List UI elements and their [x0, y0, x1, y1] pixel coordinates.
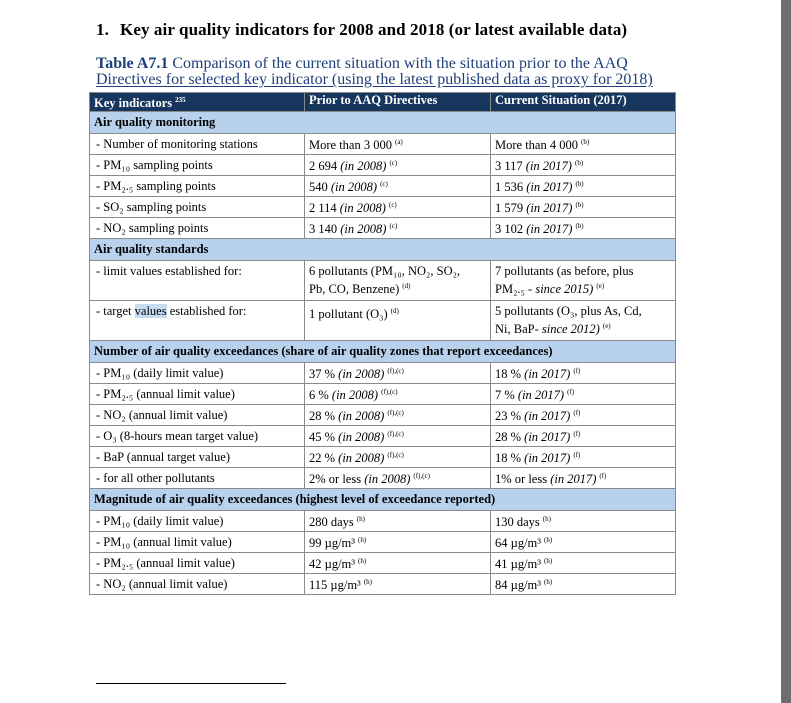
section-number: 1.: [96, 20, 109, 39]
footnote-ref: (h): [544, 536, 553, 545]
prior-value: 280 days $^{(h)}$: [305, 511, 491, 532]
footnote-ref: (h): [358, 536, 367, 545]
footnote-ref: (f),(c): [387, 409, 404, 418]
table-row: [90, 468, 676, 489]
prior-value: 3 140 (in 2008) $^{(c)}$: [305, 218, 491, 239]
table-row: [90, 261, 676, 301]
indicator-label: - BaP (annual target value): [90, 447, 305, 468]
indicator-label: - PM₁₀ sampling points: [90, 155, 305, 176]
current-value: 64 µg/m³ $^{(h)}$: [491, 532, 676, 553]
current-value: 18 % (in 2017) $^{(f)}$: [491, 447, 676, 468]
footnote-ref: (c): [380, 180, 388, 189]
window-edge-bar: [781, 0, 791, 703]
prior-value: 37 % (in 2008) $^{(f),(c)}$: [305, 363, 491, 384]
section-exceedances: Number of air quality exceedances (share of air quality zones that report exceedances): [90, 341, 676, 363]
prior-value: 99 µg/m³ $^{(h)}$: [305, 532, 491, 553]
current-value: 3 117 (in 2017) $^{(b)}$: [491, 155, 676, 176]
header-current: Current Situation (2017): [491, 93, 676, 112]
current-value: 7 pollutants (as before, plus PM₂.₅ - since 2015) $^{(e)}$: [491, 261, 676, 301]
footnote-ref: (h): [542, 515, 551, 524]
section-row: [90, 489, 676, 511]
table-label: Table A7.1: [96, 55, 169, 72]
exceedance-rows: [90, 363, 676, 489]
indicator-label: - NO₂ (annual limit value): [90, 405, 305, 426]
prior-value: 2 114 (in 2008) $^{(c)}$: [305, 197, 491, 218]
footnote-ref: (f),(c): [413, 472, 430, 481]
current-value: More than 4 000 $^{(b)}$: [491, 134, 676, 155]
indicator-label: - O₃ (8-hours mean target value): [90, 426, 305, 447]
table-row: [90, 532, 676, 553]
table-row: [90, 426, 676, 447]
table-row: [90, 218, 676, 239]
footnote-ref: (h): [358, 557, 367, 566]
table-header-row: [90, 93, 676, 112]
table-row: [90, 574, 676, 595]
indicator-label: - PM₁₀ (daily limit value): [90, 363, 305, 384]
indicator-label: - NO₂ (annual limit value): [90, 574, 305, 595]
table-row: [90, 155, 676, 176]
footnote-ref: (h): [544, 578, 553, 587]
footnote-ref: (b): [574, 159, 584, 168]
footnote-ref: (f),(c): [381, 388, 398, 397]
table-row: [90, 176, 676, 197]
header-footnote-ref: 235: [175, 96, 186, 104]
indicator-label: - PM₁₀ (daily limit value): [90, 511, 305, 532]
footnote-ref: (c): [389, 222, 398, 231]
current-value: 130 days $^{(h)}$: [491, 511, 676, 532]
highlighted-word: values: [134, 304, 167, 319]
prior-value: 6 % (in 2008) $^{(f),(c)}$: [305, 384, 491, 405]
current-value: 3 102 (in 2017) $^{(b)}$: [491, 218, 676, 239]
indicator-label: - target values established for:: [90, 301, 305, 341]
footnote-ref: (b): [575, 201, 584, 210]
table-row: [90, 301, 676, 341]
indicator-label: - limit values established for:: [90, 261, 305, 301]
table-row: [90, 511, 676, 532]
prior-value: 45 % (in 2008) $^{(f),(c)}$: [305, 426, 491, 447]
footnote-ref: (f): [573, 430, 581, 439]
prior-value: 2 694 (in 2008) $^{(c)}$: [305, 155, 491, 176]
prior-value: 540 (in 2008) $^{(c)}$: [305, 176, 491, 197]
footnote-ref: (f),(c): [387, 451, 404, 460]
current-value: 1 579 (in 2017) $^{(b)}$: [491, 197, 676, 218]
footnote-ref: (f): [599, 472, 607, 481]
indicator-label: - PM₂.₅ sampling points: [90, 176, 305, 197]
table-row: [90, 384, 676, 405]
current-value: 7 % (in 2017) $^{(f)}$: [491, 384, 676, 405]
footnote-ref: (f): [573, 409, 581, 418]
current-value: 1% or less (in 2017) $^{(f)}$: [491, 468, 676, 489]
table-row: [90, 553, 676, 574]
section-heading: [96, 20, 627, 40]
table-row: [90, 197, 676, 218]
header-prior: Prior to AAQ Directives: [305, 93, 491, 112]
footnote-ref: (b): [575, 222, 584, 231]
footnote-ref: (b): [575, 180, 584, 189]
section-magnitude: Magnitude of air quality exceedances (highest level of exceedance reported): [90, 489, 676, 511]
indicator-label: - PM₂.₅ (annual limit value): [90, 384, 305, 405]
table-row: [90, 405, 676, 426]
indicator-label: - NO₂ sampling points: [90, 218, 305, 239]
indicator-label: - for all other pollutants: [90, 468, 305, 489]
prior-value: 115 µg/m³ $^{(h)}$: [305, 574, 491, 595]
table-row: [90, 134, 676, 155]
caption-line-2: Directives for selected key indicator (using the latest published data as proxy for 2018): [96, 71, 653, 88]
footnote-ref: (c): [388, 201, 397, 210]
header-key-indicators: Key indicators $^{235}$: [90, 93, 305, 112]
caption-line-1: Comparison of the current situation with the situation prior to the AAQ: [168, 55, 628, 72]
section-monitoring: Air quality monitoring: [90, 112, 676, 134]
prior-value: 42 µg/m³ $^{(h)}$: [305, 553, 491, 574]
section-row: [90, 341, 676, 363]
table-row: [90, 447, 676, 468]
prior-value: 28 % (in 2008) $^{(f),(c)}$: [305, 405, 491, 426]
footnote-ref: (f): [567, 388, 575, 397]
current-value: 1 536 (in 2017) $^{(b)}$: [491, 176, 676, 197]
table-row: [90, 363, 676, 384]
footnote-ref: (c): [389, 159, 398, 168]
footnote-separator: [96, 683, 286, 684]
footnote-ref: (h): [363, 578, 372, 587]
monitoring-rows: [90, 134, 676, 239]
prior-value: 1 pollutant (O₃) $^{(d)}$: [305, 301, 491, 341]
current-value: 84 µg/m³ $^{(h)}$: [491, 574, 676, 595]
footnote-ref: (f): [573, 451, 581, 460]
table-caption: [96, 56, 676, 88]
indicators-table: [89, 92, 676, 595]
section-row: [90, 239, 676, 261]
footnote-ref: (b): [580, 138, 590, 147]
indicator-label: - PM₂.₅ (annual limit value): [90, 553, 305, 574]
prior-value: 6 pollutants (PM₁₀, NO₂, SO₂, Pb, CO, Benzene) $^{(d)}$: [305, 261, 491, 301]
current-value: 23 % (in 2017) $^{(f)}$: [491, 405, 676, 426]
current-value: 41 µg/m³ $^{(h)}$: [491, 553, 676, 574]
current-value: 18 % (in 2017) $^{(f)}$: [491, 363, 676, 384]
prior-value: 2% or less (in 2008) $^{(f),(c)}$: [305, 468, 491, 489]
indicator-label: - Number of monitoring stations: [90, 134, 305, 155]
footnote-ref: (f): [573, 367, 581, 376]
current-value: 5 pollutants (O₃, plus As, Cd, Ni, BaP- since 2012) $^{(e)}$: [491, 301, 676, 341]
footnote-ref: (h): [356, 515, 365, 524]
prior-value: 22 % (in 2008) $^{(f),(c)}$: [305, 447, 491, 468]
section-standards: Air quality standards: [90, 239, 676, 261]
prior-value: More than 3 000 $^{(a)}$: [305, 134, 491, 155]
section-row: [90, 112, 676, 134]
indicator-label: - PM₁₀ (annual limit value): [90, 532, 305, 553]
section-title: Key air quality indicators for 2008 and 2018 (or latest available data): [120, 20, 628, 39]
footnote-ref: (h): [544, 557, 553, 566]
indicator-label: - SO₂ sampling points: [90, 197, 305, 218]
footnote-ref: (f),(c): [387, 430, 404, 439]
footnote-ref: (a): [394, 138, 403, 147]
magnitude-rows: [90, 511, 676, 595]
footnote-ref: (f),(c): [387, 367, 404, 376]
current-value: 28 % (in 2017) $^{(f)}$: [491, 426, 676, 447]
